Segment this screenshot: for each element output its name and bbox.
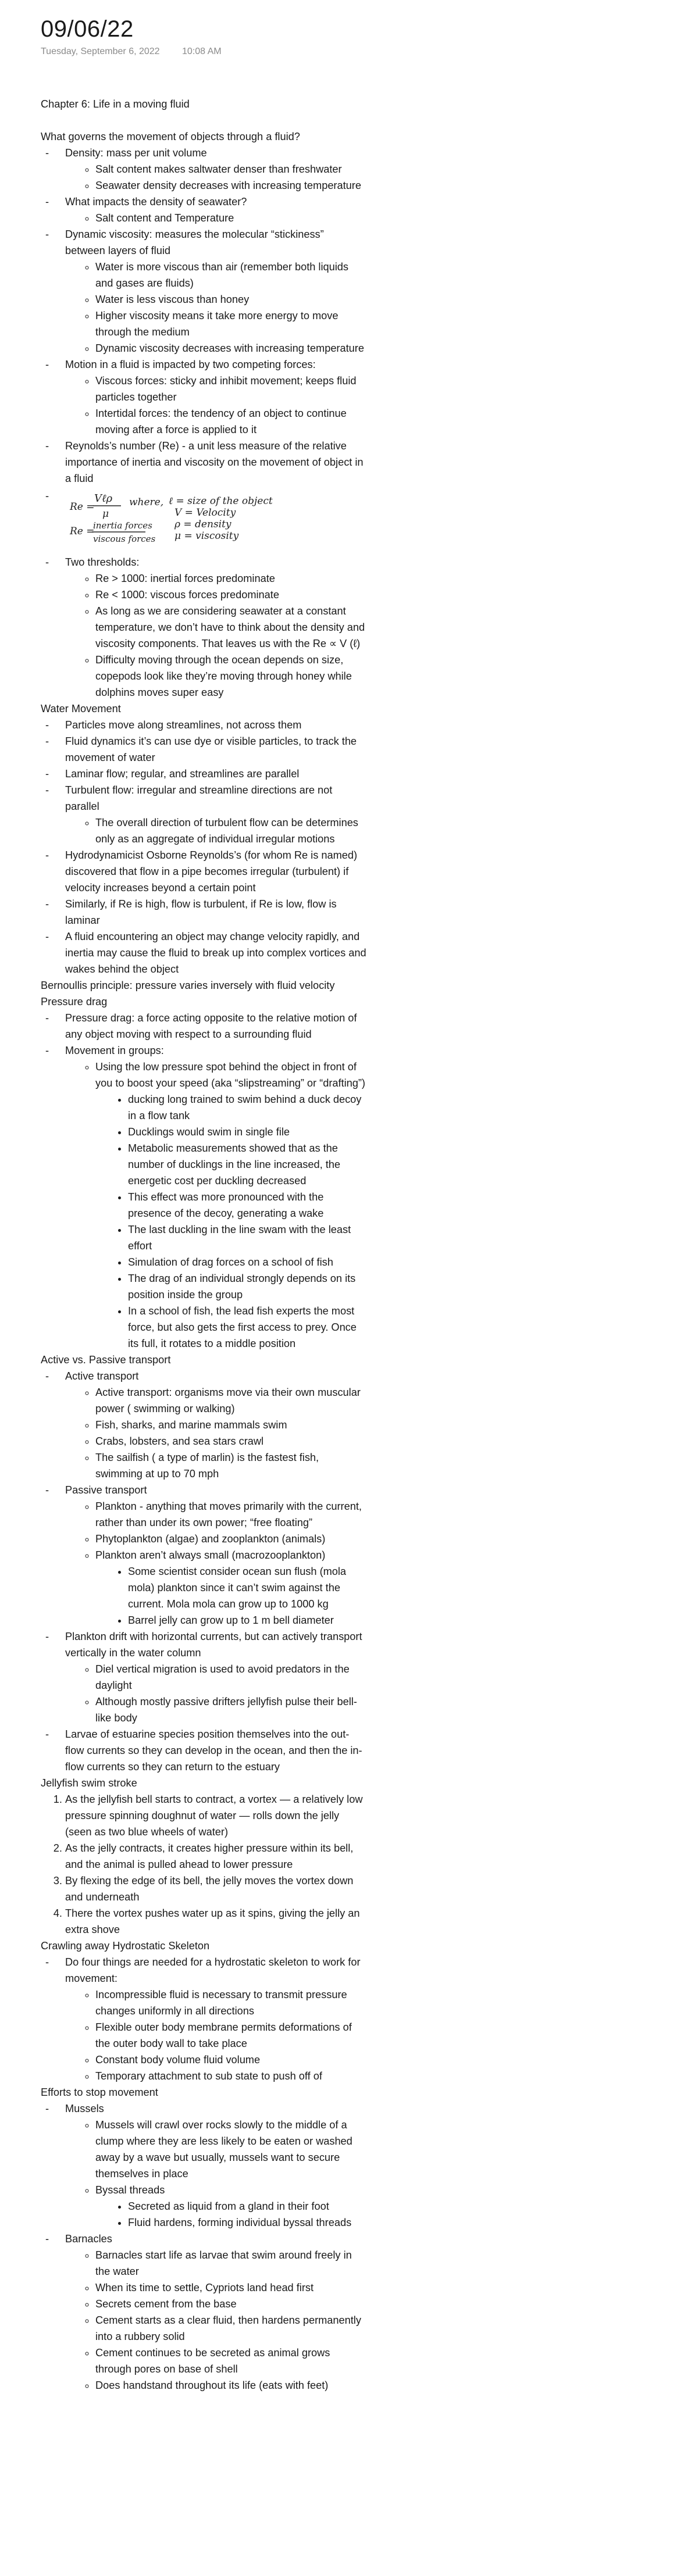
list-item: ◦ Water is more viscous than air (remember both liquids and gases are fluids): [95, 259, 366, 291]
ink-rho-def: ρ = density: [174, 519, 232, 530]
ink-inertia: inertia forces: [93, 520, 152, 531]
list-item: • ducking long trained to swim behind a duck decoy in a flow tank: [128, 1091, 366, 1124]
list-item: ◦ Fish, sharks, and marine mammals swim: [95, 1417, 366, 1433]
list-item: ◦ Cement starts as a clear fluid, then hardens permanently into a rubbery solid: [95, 2312, 366, 2345]
list-item: ◦ Intertidal forces: the tendency of an object to continue moving after a force is applied to it: [95, 405, 366, 438]
jellyfish-steps: [41, 1791, 366, 1938]
ink-mu-def: μ = viscosity: [174, 530, 239, 542]
list-item: ◦ Barnacles start life as larvae that swim around freely in the water: [95, 2247, 366, 2280]
list-item: ◦ Constant body volume fluid volume: [95, 2052, 366, 2068]
note-time: 10:08 AM: [182, 47, 222, 56]
list-item: - A fluid encountering an object may change velocity rapidly, and inertia may cause the fluid to break up into complex vortices and wakes behind the object: [65, 928, 366, 977]
section-heading: Jellyfish swim stroke: [41, 1777, 137, 1789]
list-item: • In a school of fish, the lead fish experts the most force, but also gets the first access to prey. Once its full, it rotates to a middle position: [128, 1303, 366, 1352]
chapter-heading: Chapter 6: Life in a moving fluid: [41, 98, 190, 110]
list-item: - Active transport ◦ Active transport: organisms move via their own muscular power ( swimming or walking) ◦ Fish, sharks, and marine mammals swim ◦ Crabs, lobsters, and sea stars crawl ◦ The sailfish ( a type of marlin) is the fastest fish, swimming at up to 70 mph: [65, 1368, 366, 1482]
list-item: ◦ Active transport: organisms move via their own muscular power ( swimming or walking): [95, 1384, 366, 1417]
list-item: ◦ Temporary attachment to sub state to push off of: [95, 2068, 366, 2084]
list-item: ◦ Higher viscosity means it take more energy to move through the medium: [95, 308, 366, 340]
list-item: - Plankton drift with horizontal currents, but can actively transport vertically in the water column ◦ Diel vertical migration is used to avoid predators in the daylight ◦ Although mostly passive drifters jellyfish pulse their bell-like body: [65, 1628, 366, 1726]
list-item: - Similarly, if Re is high, flow is turbulent, if Re is low, flow is laminar: [65, 896, 366, 928]
note-title[interactable]: 09/06/22: [41, 16, 134, 42]
list-item: ◦ Byssal threads • Secreted as liquid from a gland in their foot • Fluid hardens, forming individual byssal threads: [95, 2182, 366, 2231]
list-item: - Movement in groups: ◦ Using the low pressure spot behind the object in front of you to boost your speed (aka “slipstreaming” or “drafting”) • ducking long trained to swim behind a duck decoy in a flow tank • Ducklings would swim in single file • Metabolic measurements showed that as the number of ducklings in the line increased, the energetic cost per duckling decreased • This effect was more pronounced with the presence of the decoy, generating a wake • The last duckling in the line swam with the least effort • Simulation of drag forces on a school of fish • The drag of an individual strongly depends on its position inside the group • In a school of fish, the lead fish experts the most force, but also gets the first access to prey. Once its full, it rotates to a middle position: [65, 1042, 366, 1352]
list-item: - Fluid dynamics it’s can use dye or visible particles, to track the movement of water: [65, 733, 366, 766]
note-date: Tuesday, September 6, 2022: [41, 47, 160, 56]
list-item: ◦ Plankton - anything that moves primarily with the current, rather than under its own power; “free floating”: [95, 1498, 366, 1531]
water-movement-list: [41, 717, 366, 977]
list-item: [65, 488, 366, 552]
list-item: • Simulation of drag forces on a school of fish: [128, 1254, 366, 1270]
bernoulli-line: Bernoullis principle: pressure varies inversely with fluid velocity: [41, 980, 335, 991]
list-item: - Larvae of estuarine species position themselves into the out-flow currents so they can develop in the ocean, and then the in-flow currents so they can return to the estuary: [65, 1726, 366, 1775]
list-item: - Particles move along streamlines, not across them: [65, 717, 366, 733]
list-item: ◦ The sailfish ( a type of marlin) is the fastest fish, swimming at up to 70 mph: [95, 1449, 366, 1482]
list-item: - Pressure drag: a force acting opposite to the relative motion of any object moving with respect to a surrounding fluid: [65, 1010, 366, 1042]
intro-question: What governs the movement of objects through a fluid?: [41, 131, 300, 142]
list-item: ◦ As long as we are considering seawater at a constant temperature, we don’t have to think about the density and viscosity components. That leaves us with the Re ∝ V (ℓ): [95, 603, 366, 652]
list-item: - Turbulent flow: irregular and streamline directions are not parallel ◦ The overall direction of turbulent flow can be determines only as an aggregate of individual irregular motions: [65, 782, 366, 847]
ink-numerator: Vℓρ: [94, 492, 113, 505]
note-meta: [41, 47, 222, 57]
list-item: ◦ Difficulty moving through the ocean depends on size, copepods look like they’re moving through honey while dolphins moves super easy: [95, 652, 366, 701]
list-item: - Reynolds’s number (Re) - a unit less measure of the relative importance of inertia and viscosity on the movement of object in a fluid: [65, 438, 366, 487]
list-item: - Motion in a fluid is impacted by two competing forces: ◦ Viscous forces: sticky and inhibit movement; keeps fluid particles together ◦ Intertidal forces: the tendency of an object to continue moving after a force is applied to it: [65, 356, 366, 438]
list-item: - Mussels ◦ Mussels will crawl over rocks slowly to the middle of a clump where they are less likely to be eaten or washed away by a wave but usually, mussels want to secure themselves in place ◦ Byssal threads • Secreted as liquid from a gland in their foot • Fluid hardens, forming individual byssal threads: [65, 2100, 366, 2231]
ink-v-def: V = Velocity: [174, 507, 236, 519]
list-item: ◦ The overall direction of turbulent flow can be determines only as an aggregate of individual irregular motions: [95, 814, 366, 847]
list-item: 4. There the vortex pushes water up as it spins, giving the jelly an extra shove: [65, 1905, 366, 1938]
ink-re: - Re =: [70, 501, 95, 513]
list-item: • Secreted as liquid from a gland in their foot: [128, 2198, 366, 2214]
list-item: 3. By flexing the edge of its bell, the jelly moves the vortex down and underneath: [65, 1873, 366, 1905]
section-heading: Water Movement: [41, 703, 121, 714]
list-item: ◦ When its time to settle, Cypriots land head first: [95, 2280, 366, 2296]
section-heading: Efforts to stop movement: [41, 2086, 158, 2098]
list-item: ◦ Seawater density decreases with increasing temperature: [95, 177, 366, 194]
list-item: ◦ Incompressible fluid is necessary to transmit pressure changes uniformly in all directions: [95, 1987, 366, 2019]
list-item: - Two thresholds: ◦ Re > 1000: inertial forces predominate ◦ Re < 1000: viscous forces predominate ◦ As long as we are considering seawater at a constant temperature, we don’t have to think about the density and viscosity components. That leaves us with the Re ∝ V (ℓ) ◦ Difficulty moving through the ocean depends on size, copepods look like they’re moving through honey while dolphins moves super easy: [65, 554, 366, 701]
list-item: ◦ Cement continues to be secreted as animal grows through pores on base of shell: [95, 2345, 366, 2377]
list-item: ◦ Diel vertical migration is used to avoid predators in the daylight: [95, 1661, 366, 1693]
pressure-drag-list: [41, 1010, 366, 1352]
list-item: ◦ Mussels will crawl over rocks slowly to the middle of a clump where they are less likely to be eaten or washed away by a wave but usually, mussels want to secure themselves in place: [95, 2117, 366, 2182]
list-item: ◦ Phytoplankton (algae) and zooplankton (animals): [95, 1531, 366, 1547]
list-item: 1. As the jellyfish bell starts to contract, a vortex — a relatively low pressure spinning doughnut of water — rolls down the jelly (seen as two blue wheels of water): [65, 1791, 366, 1840]
list-item: - Hydrodynamicist Osborne Reynolds’s (for whom Re is named) discovered that flow in a pipe becomes irregular (turbulent) if velocity increases beyond a certain point: [65, 847, 366, 896]
list-item: - Do four things are needed for a hydrostatic skeleton to work for movement: ◦ Incompressible fluid is necessary to transmit pressure changes uniformly in all directions ◦ Flexible outer body membrane permits deformations of the outer body wall to take place ◦ Constant body volume fluid volume ◦ Temporary attachment to sub state to push off of: [65, 1954, 366, 2084]
list-item: ◦ Secrets cement from the base: [95, 2296, 366, 2312]
list-item: 2. As the jelly contracts, it creates higher pressure within its bell, and the animal is pulled ahead to lower pressure: [65, 1840, 366, 1873]
list-item: - Barnacles ◦ Barnacles start life as larvae that swim around freely in the water ◦ When its time to settle, Cypriots land head first ◦ Secrets cement from the base ◦ Cement starts as a clear fluid, then hardens permanently into a rubbery solid ◦ Cement continues to be secreted as animal grows through pores on base of shell ◦ Does handstand throughout its life (eats with feet): [65, 2231, 366, 2393]
list-item: ◦ Viscous forces: sticky and inhibit movement; keeps fluid particles together: [95, 373, 366, 405]
transport-list: [41, 1368, 366, 1775]
note-body[interactable]: [41, 96, 366, 2393]
ink-viscous: viscous forces: [93, 534, 156, 544]
list-item: • This effect was more pronounced with the presence of the decoy, generating a wake: [128, 1189, 366, 1221]
list-item: ◦ Water is less viscous than honey: [95, 291, 366, 308]
section-heading: Crawling away Hydrostatic Skeleton: [41, 1940, 210, 1952]
ink-where: where,: [129, 496, 164, 508]
list-item: ◦ Although mostly passive drifters jellyfish pulse their bell-like body: [95, 1693, 366, 1726]
ink-re2: Re =: [70, 526, 95, 537]
fluid-list: [41, 145, 366, 701]
list-item: • Barrel jelly can grow up to 1 m bell diameter: [128, 1612, 366, 1628]
list-item: ◦ Plankton aren’t always small (macrozooplankton) • Some scientist consider ocean sun flush (mola mola) plankton since it can’t swim against the current. Mola mola can grow up to 1000 kg • Barrel jelly can grow up to 1 m bell diameter: [95, 1547, 366, 1628]
list-item: • Metabolic measurements showed that as the number of ducklings in the line increased, the energetic cost per duckling decreased: [128, 1140, 366, 1189]
ink-l-def: ℓ = size of the object: [169, 495, 273, 507]
list-item: • The last duckling in the line swam with the least effort: [128, 1221, 366, 1254]
efforts-list: [41, 2100, 366, 2393]
list-item: • The drag of an individual strongly depends on its position inside the group: [128, 1270, 366, 1303]
list-item: ◦ Crabs, lobsters, and sea stars crawl: [95, 1433, 366, 1449]
list-item: ◦ Re > 1000: inertial forces predominate: [95, 570, 366, 587]
list-item: - Density: mass per unit volume ◦ Salt content makes saltwater denser than freshwater ◦ Seawater density decreases with increasing temperature: [65, 145, 366, 194]
list-item: ◦ Dynamic viscosity decreases with increasing temperature: [95, 340, 366, 356]
crawling-list: [41, 1954, 366, 2084]
list-item: - What impacts the density of seawater? ◦ Salt content and Temperature: [65, 194, 366, 226]
list-item: ◦ Does handstand throughout its life (eats with feet): [95, 2377, 366, 2393]
list-item: ◦ Salt content makes saltwater denser than freshwater: [95, 161, 366, 177]
list-item: ◦ Using the low pressure spot behind the object in front of you to boost your speed (aka “slipstreaming” or “drafting”) • ducking long trained to swim behind a duck decoy in a flow tank • Ducklings would swim in single file • Metabolic measurements showed that as the number of ducklings in the line increased, the energetic cost per duckling decreased • This effect was more pronounced with the presence of the decoy, generating a wake • The last duckling in the line swam with the least effort • Simulation of drag forces on a school of fish • The drag of an individual strongly depends on its position inside the group • In a school of fish, the lead fish experts the most force, but also gets the first access to prey. Once its full, it rotates to a middle position: [95, 1059, 366, 1352]
list-item: - Laminar flow; regular, and streamlines are parallel: [65, 766, 366, 782]
list-item: - Passive transport ◦ Plankton - anything that moves primarily with the current, rather than under its own power; “free floating” ◦ Phytoplankton (algae) and zooplankton (animals) ◦ Plankton aren’t always small (macrozooplankton) • Some scientist consider ocean sun flush (mola mola) plankton since it can’t swim against the current. Mola mola can grow up to 1000 kg • Barrel jelly can grow up to 1 m bell diameter: [65, 1482, 366, 1628]
section-heading: Active vs. Passive transport: [41, 1354, 171, 1366]
list-item: ◦ Salt content and Temperature: [95, 210, 366, 226]
list-item: ◦ Re < 1000: viscous forces predominate: [95, 587, 366, 603]
list-item: ◦ Flexible outer body membrane permits deformations of the outer body wall to take place: [95, 2019, 366, 2052]
list-item: • Ducklings would swim in single file: [128, 1124, 366, 1140]
reynolds-formula-ink: [65, 488, 309, 552]
list-item: • Fluid hardens, forming individual byssal threads: [128, 2214, 366, 2231]
list-item: • Some scientist consider ocean sun flush (mola mola) plankton since it can’t swim against the current. Mola mola can grow up to 1000 kg: [128, 1563, 366, 1612]
handwritten-formula: [65, 488, 366, 552]
ink-denominator: μ: [102, 508, 109, 520]
list-item: - Dynamic viscosity: measures the molecular “stickiness” between layers of fluid ◦ Water is more viscous than air (remember both liquids and gases are fluids) ◦ Water is less viscous than honey ◦ Higher viscosity means it take more energy to move through the medium ◦ Dynamic viscosity decreases with increasing temperature: [65, 226, 366, 356]
section-heading: Pressure drag: [41, 996, 108, 1007]
